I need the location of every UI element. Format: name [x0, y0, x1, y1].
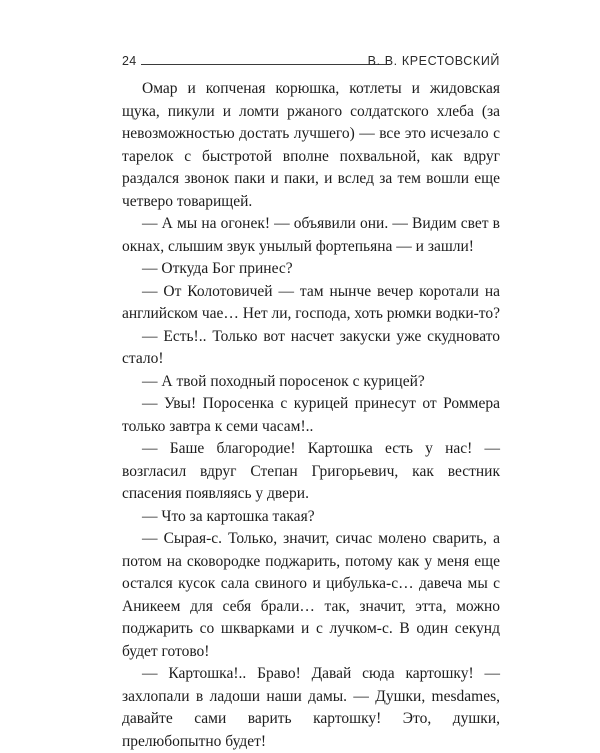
- paragraph: — Сырая-с. Только, значит, сичас молено сварить, а потом на сковородке поджарить, потому как у меня еще остался кусок сала свиного и цибулька-с… давеча мы с Аникеем для себя брали… так, значит, этта, можно поджарить со шкварками и с лучком-с. В один секунд будет готово!: [122, 530, 500, 660]
- paragraph: — Что за картошка такая?: [142, 507, 315, 525]
- header-rule: [141, 64, 388, 65]
- paragraph: — А твой походный поросенок с курицей?: [142, 372, 425, 390]
- paragraph: — От Колотовичей — там нынче вечер коротали на английском чае… Нет ли, господа, хоть рюмки водки-то?: [122, 282, 501, 322]
- author-name: В. В. КРЕСТОВСКИЙ: [367, 54, 500, 68]
- paragraph: — Картошка!.. Браво! Давай сюда картошку! — захлопали в ладоши наши дамы. — Душки, mesdames, давайте сами варить картошку! Это, душки, прелюбопытно будет!: [122, 665, 500, 750]
- paragraph: — А мы на огонек! — объявили они. — Видим свет в окнах, слышим звук унылый фортепьяна — и зашли!: [122, 215, 500, 255]
- body-text: [122, 78, 500, 753]
- paragraph: — Откуда Бог принес?: [142, 260, 293, 277]
- running-header: [122, 53, 500, 71]
- paragraph: — Увы! Поросенка с курицей принесут от Роммера только завтра к семи часам!..: [122, 395, 500, 435]
- paragraph: Омар и копченая корюшка, котлеты и жидовская щука, пикули и ломти ржаного солдатского хлеба (за невозможностью достать лучшего) — все это исчезало с тарелок с быстротой вполне похвальной, как вдруг раздался звонок паки и паки, и вслед за тем вошли еще четверо товарищей.: [122, 80, 500, 210]
- paragraph: — Есть!.. Только вот насчет закуски уже скудновато стало!: [122, 327, 500, 367]
- page-number: 24: [122, 54, 137, 68]
- paragraph: — Баше благородие! Картошка есть у нас! — возгласил вдруг Степан Григорьевич, как вестник спасения появляясь у двери.: [122, 440, 500, 502]
